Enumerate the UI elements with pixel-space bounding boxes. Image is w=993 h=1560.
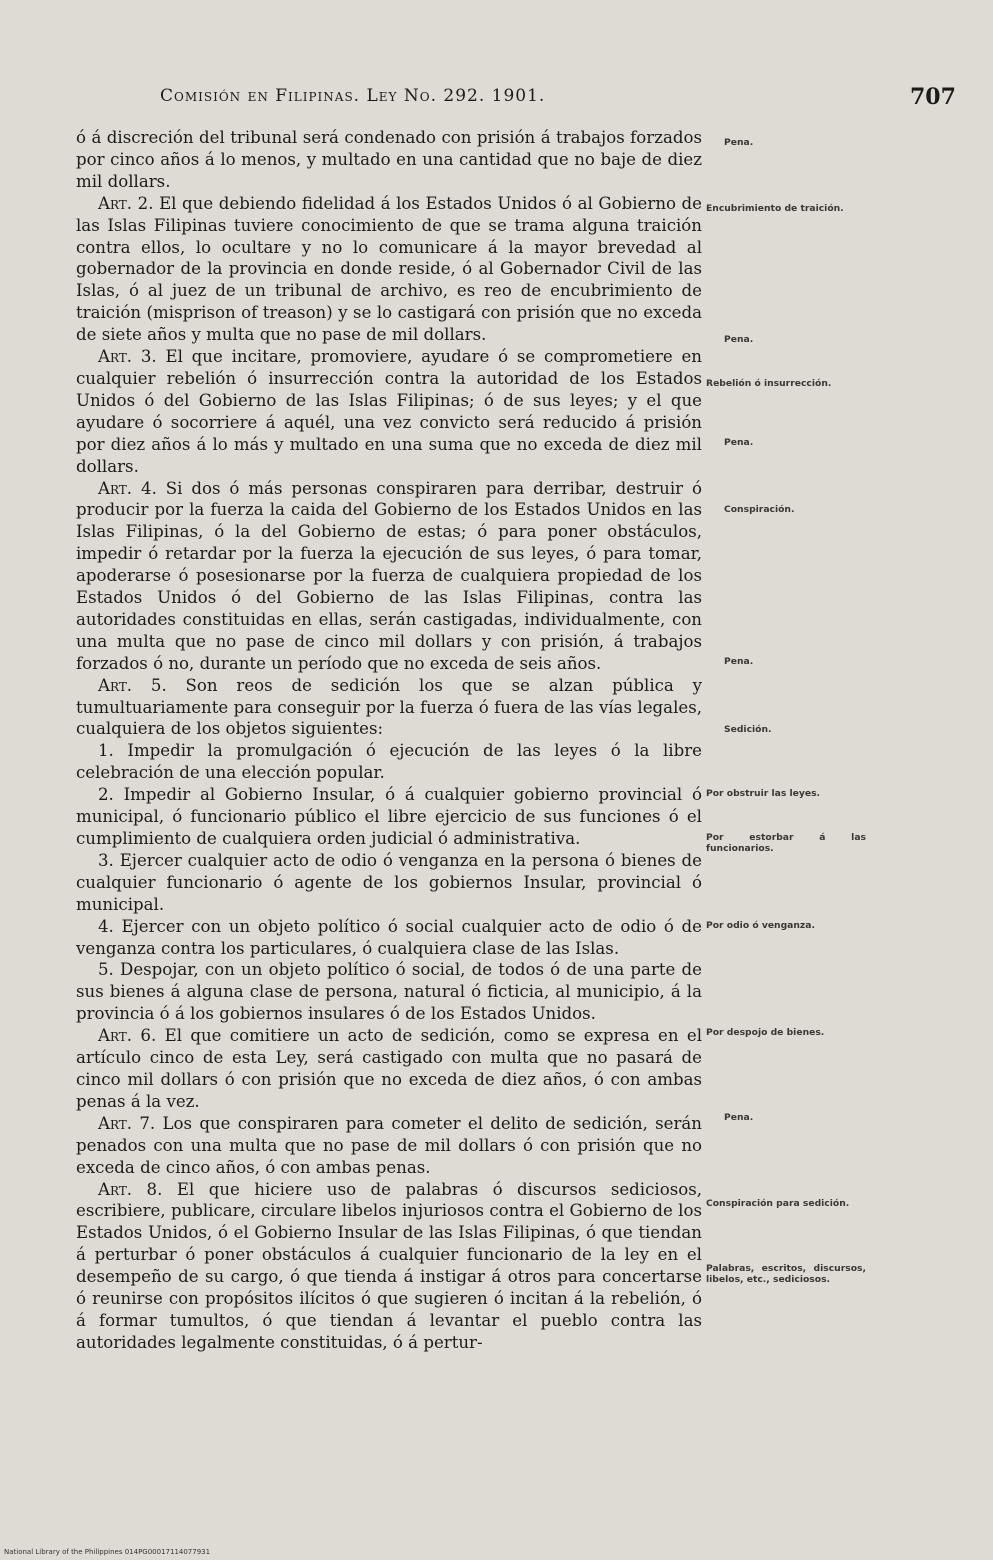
running-header: Comisión en Filipinas. Ley No. 292. 1901. xyxy=(160,86,546,106)
paragraph-text: 5. Despojar, con un objeto político ó social, de todos ó de una parte de sus bienes á alguna clase de persona, natural ó ficticia, al municipio, á la provincia ó á los gobiernos insulares ó de los Estados Unidos. xyxy=(76,960,702,1024)
paragraph-text: 1. Impedir la promulgación ó ejecución de las leyes ó la libre celebración de una elección popular. xyxy=(76,741,702,783)
article-paragraph xyxy=(76,193,702,346)
margin-note-pena: Pena. xyxy=(724,137,754,148)
list-item xyxy=(76,740,702,784)
article-paragraph xyxy=(76,1113,702,1179)
margin-note-conspiracion: Conspiración. xyxy=(724,504,795,515)
article-paragraph xyxy=(76,346,702,477)
paragraph-text: ó á discreción del tribunal será condenado con prisión á trabajos forzados por cinco años á lo menos, y multado en una cantidad que no baje de diez mil dollars. xyxy=(76,128,702,191)
margin-note-estorbar: Por estorbar á las funcionarios. xyxy=(706,832,866,854)
paragraph-text: El que incitare, promoviere, ayudare ó se comprometiere en cualquier rebelión ó insurrección contra la autoridad de los Estados Unidos ó del Gobierno de las Islas Filipinas; ó de sus leyes; y el que ayudare ó socorriere á aquél, una vez convicto será reducido á prisión por diez años á lo más y multado en una suma que no exceda de diez mil dollars. xyxy=(76,347,702,476)
article-paragraph xyxy=(76,675,702,741)
article-paragraph xyxy=(76,1179,702,1354)
article-number: Art. 5. xyxy=(98,675,167,695)
paragraph-text: 4. Ejercer con un objeto político ó social cualquier acto de odio ó de venganza contra los particulares, ó cualquiera clase de las Islas. xyxy=(76,916,702,958)
margin-note-odio: Por odio ó venganza. xyxy=(706,920,815,931)
margin-note-encubrimiento: Encubrimiento de traición. xyxy=(706,203,844,214)
paragraph-text: El que comitiere un acto de sedición, como se expresa en el artículo cinco de esta Ley, será castigado con multa que no pasará de cinco mil dollars ó con prisión que no exceda de diez años, ó con ambas penas á la vez. xyxy=(76,1026,702,1111)
article-number: Art. 4. xyxy=(98,478,157,498)
scan-footer: National Library of the Philippines 014PG00017114077931 xyxy=(4,1548,211,1556)
paragraph-text: Si dos ó más personas conspiraren para derribar, destruir ó producir por la fuerza la caida del Gobierno de los Estados Unidos en las Islas Filipinas, ó la del Gobierno de estas; ó para poner obstáculos, impedir ó retardar por la fuerza la ejecución de sus leyes, ó para tomar, apoderarse ó posesionarse por la fuerza de cualquiera propiedad de los Estados Unidos ó del Gobierno de las Islas Filipinas, contra las autoridades constituidas en ellas, serán castigadas, individualmente, con una multa que no pase de cinco mil dollars y con prisión, á trabajos forzados ó no, durante un período que no exceda de seis años. xyxy=(76,478,702,673)
article-number: Art. 8. xyxy=(98,1179,163,1199)
paragraph-text: 2. Impedir al Gobierno Insular, ó á cualquier gobierno provincial ó municipal, ó funcionario público el libre ejercicio de sus funciones ó el cumplimiento de cualquiera orden judicial ó administrativa. xyxy=(76,785,702,848)
margin-note-pena: Pena. xyxy=(724,334,754,345)
margin-note-pena: Pena. xyxy=(724,437,754,448)
article-number: Art. 3. xyxy=(98,347,157,367)
list-item xyxy=(76,959,702,1025)
article-paragraph xyxy=(76,1025,702,1113)
list-item xyxy=(76,850,702,916)
margin-note-conspiracion-sedicion: Conspiración para sedición. xyxy=(706,1198,850,1209)
paragraph-text: 3. Ejercer cualquier acto de odio ó venganza en la persona ó bienes de cualquier funcionario ó agente de los gobiernos Insular, provincial ó municipal. xyxy=(76,850,702,914)
margin-note-palabras: Palabras, escritos, discursos, libelos, etc., sediciosos. xyxy=(706,1263,866,1285)
article-number: Art. 6. xyxy=(98,1026,157,1046)
paragraph-text: Los que conspiraren para cometer el delito de sedición, serán penados con una multa que no pase de mil dollars ó con prisión que no exceda de cinco años, ó con ambas penas. xyxy=(76,1113,702,1177)
margin-note-pena: Pena. xyxy=(724,656,754,667)
margin-note-despojo: Por despojo de bienes. xyxy=(706,1027,825,1038)
list-item xyxy=(76,916,702,960)
page-number: 707 xyxy=(910,84,956,110)
list-item xyxy=(76,784,702,850)
paragraph-text: El que hiciere uso de palabras ó discursos sediciosos, escribiere, publicare, circulare libelos injuriosos contra el Gobierno de los Estados Unidos, ó el Gobierno Insular de las Islas Filipinas, ó que tiendan á perturbar ó poner obstáculos á cualquier funcionario de la ley en el desempeño de su cargo, ó que tienda á instigar á otros para concertarse ó reunirse con propósitos ilícitos ó que sugieren ó incitan á la rebelión, ó á formar tumultos, ó que tiendan á levantar el pueblo contra las autoridades legalmente constituidas, ó á pertur- xyxy=(76,1179,702,1352)
margin-note-pena: Pena. xyxy=(724,1112,754,1123)
margin-note-rebelion: Rebelión ó insurrección. xyxy=(706,378,832,389)
margin-note-sedicion: Sedición. xyxy=(724,724,772,735)
paragraph xyxy=(76,127,702,193)
article-paragraph xyxy=(76,478,702,675)
article-number: Art. 7. xyxy=(98,1113,156,1133)
body-text xyxy=(76,127,702,1354)
paragraph-text: Son reos de sedición los que se alzan pública y tumultuariamente para conseguir por la fuerza ó fuera de las vías legales, cualquiera de los objetos siguientes: xyxy=(76,675,702,739)
paragraph-text: El que debiendo fidelidad á los Estados Unidos ó al Gobierno de las Islas Filipinas tuviere conocimiento de que se trama alguna traición contra ellos, lo ocultare y no lo comunicare á la mayor brevedad al gobernador de la provincia en donde reside, ó al Gobernador Civil de las Islas, ó al juez de un tribunal de archivo, es reo de encubrimiento de traición (misprison of treason) y se lo castigará con prisión que no exceda de siete años y multa que no pase de mil dollars. xyxy=(76,193,703,345)
margin-note-obstruir: Por obstruir las leyes. xyxy=(706,788,821,799)
article-number: Art. 2. xyxy=(98,193,154,213)
